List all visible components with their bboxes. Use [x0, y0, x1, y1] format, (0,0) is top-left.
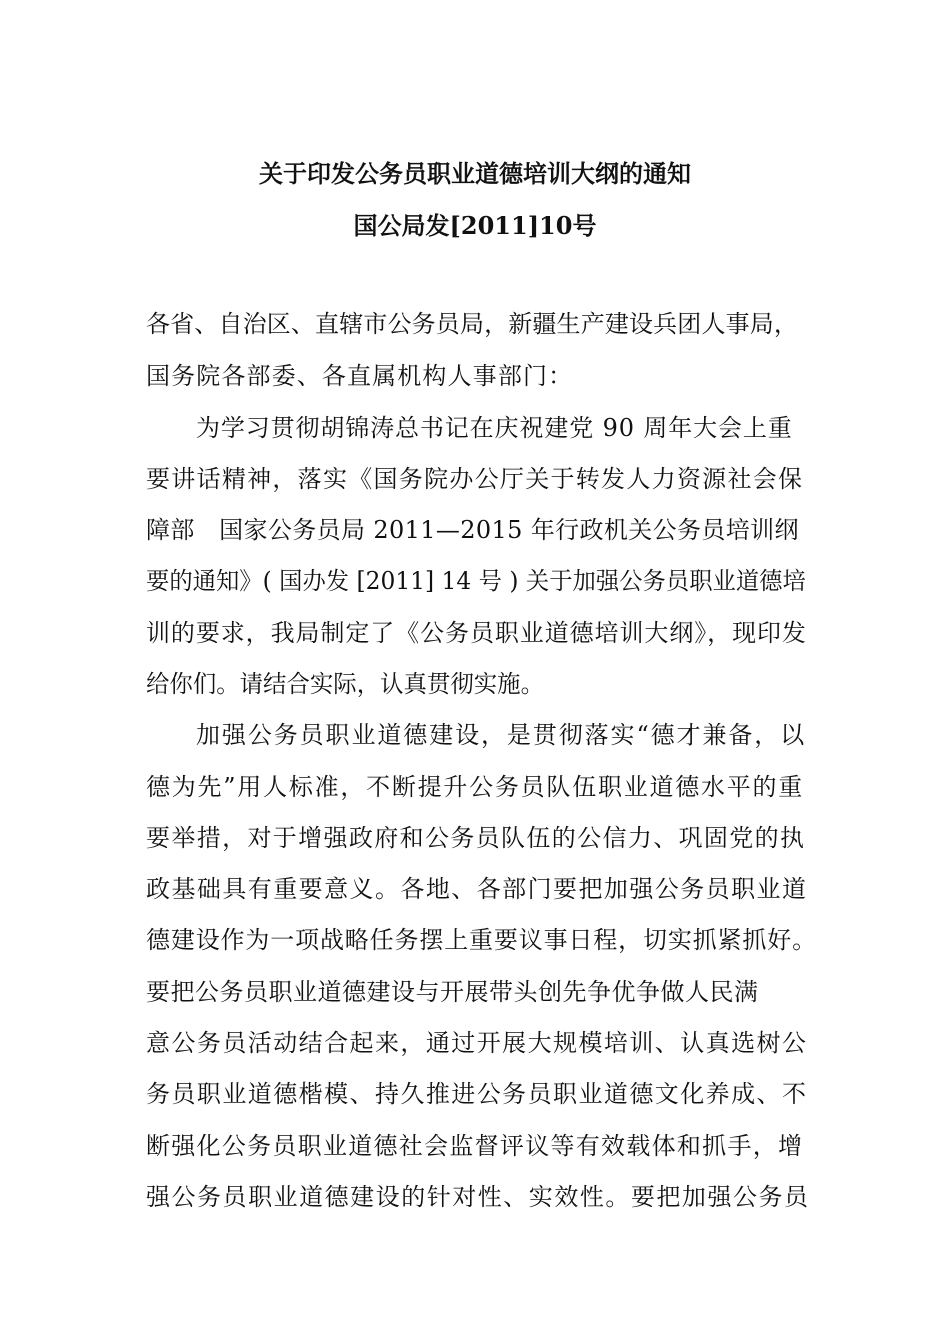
body-line: 障部 国家公务员局 2011—2015 年行政机关公务员培训纲	[146, 516, 799, 544]
body-line: 意公务员活动结合起来，通过开展大规模培训、认真选树公	[146, 1029, 808, 1057]
body-line: 政基础具有重要意义。各地、各部门要把加强公务员职业道	[146, 875, 808, 903]
body-line: 强公务员职业道德建设的针对性、实效性。要把加强公务员	[146, 1183, 810, 1211]
body-line: 德为先”用人标准，不断提升公务员队伍职业道德水平的重	[146, 773, 805, 801]
body-line: 务员职业道德楷模、持久推进公务员职业道德文化养成、不	[146, 1080, 808, 1108]
body-line: 要的通知》( 国办发 [2011] 14 号 ) 关于加强公务员职业道德培	[146, 567, 806, 595]
body-line: 加强公务员职业道德建设，是贯彻落实“德才兼备，以	[196, 721, 807, 749]
body-line: 要举措，对于增强政府和公务员队伍的公信力、巩固党的执	[146, 824, 806, 852]
body-line: 断强化公务员职业道德社会监督评议等有效载体和抓手，增	[146, 1132, 804, 1160]
document-number: 国公局发[2011]10号	[353, 211, 597, 240]
body-line: 要把公务员职业道德建设与开展带头创先争优争做人民满	[146, 978, 759, 1006]
body-line: 德建设作为一项战略任务摆上重要议事日程，切实抓紧抓好。	[146, 926, 817, 954]
document-title: 关于印发公务员职业道德培训大纲的通知	[259, 159, 691, 188]
body-line: 训的要求，我局制定了《公务员职业道德培训大纲》，现印发	[146, 619, 807, 647]
body-line: 给你们。请结合实际，认真贯彻实施。	[146, 670, 545, 698]
body-line: 要讲话精神，落实《国务院办公厅关于转发人力资源社会保	[146, 465, 804, 493]
body-line: 各省、自治区、直辖市公务员局，新疆生产建设兵团人事局，	[146, 310, 799, 338]
body-line: 国务院各部委、各直属机构人事部门：	[146, 362, 574, 390]
body-line: 为学习贯彻胡锦涛总书记在庆祝建党 90 周年大会上重	[196, 414, 793, 442]
